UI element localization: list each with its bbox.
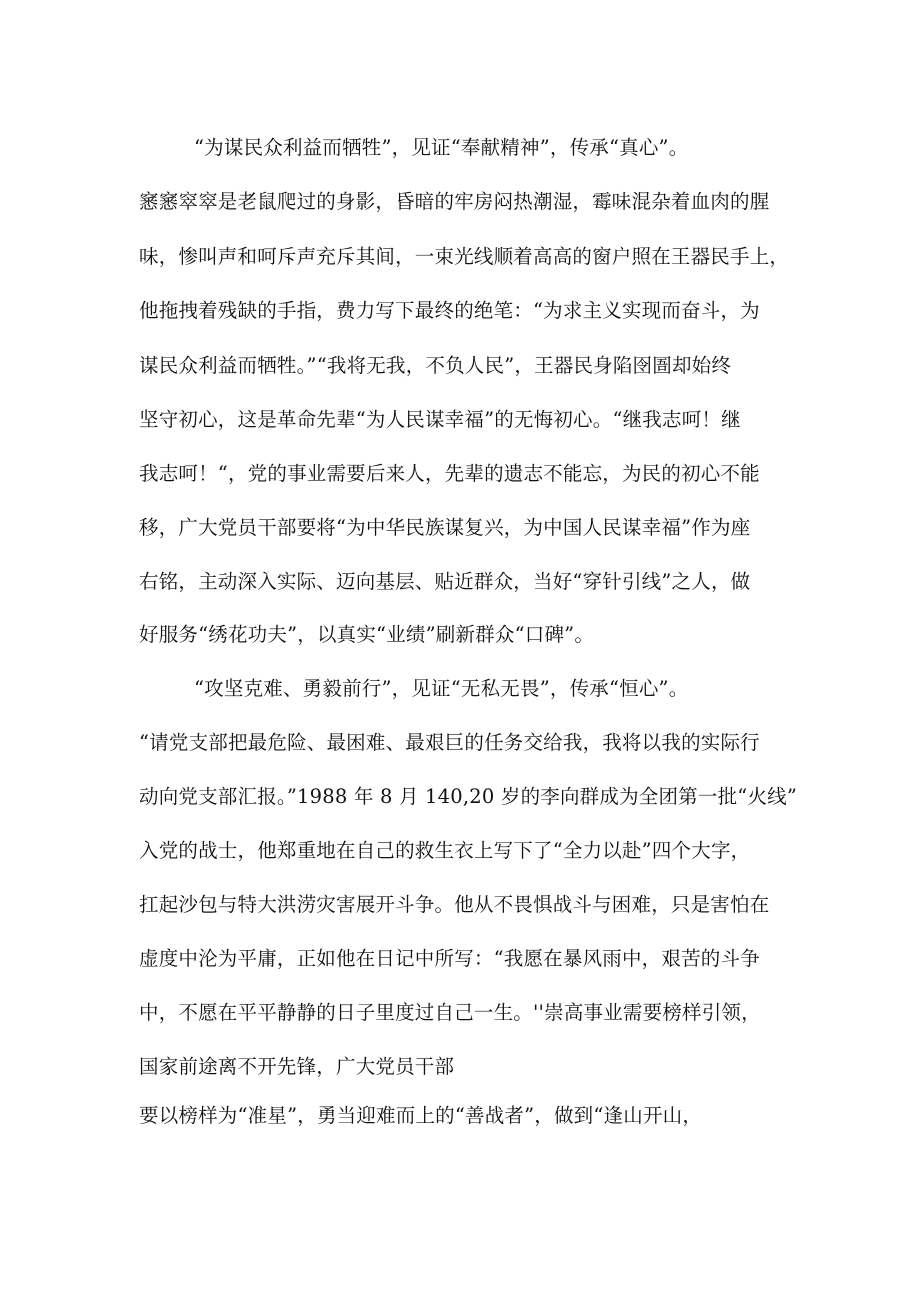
- paragraph-line: 谋民众利益而牺牲。”“我将无我，不负人民”，王器民身陷囹圄却始终: [139, 354, 732, 377]
- paragraph-line: 好服务“绣花功夫”，以真实“业绩”刷新群众“口碑”。: [139, 623, 595, 646]
- paragraph-line: 动向党支部汇报。”1988 年 8 月 140,20 岁的李向群成为全团第一批“火线”: [139, 785, 798, 808]
- paragraph-line: 要以榜样为“准星”，勇当迎难而上的“善战者”，做到“逢山开山，: [139, 1104, 703, 1127]
- paragraph-line: 他拖拽着残缺的手指，费力写下最终的绝笔：“为求主义实现而奋斗，为: [139, 299, 760, 322]
- paragraph-line: 坚守初心，这是革命先辈“为人民谋幸福”的无悔初心。“继我志呵！继: [139, 408, 741, 431]
- section-heading-1: “为谋民众利益而牺牲”，见证“奉献精神”，传承“真心”。: [194, 136, 689, 159]
- paragraph-line: 我志呵！“，党的事业需要后来人，先辈的遗志不能忘，为民的初心不能: [139, 462, 760, 485]
- paragraph-line: 国家前途离不开先锋，广大党员干部: [139, 1055, 455, 1078]
- paragraph-line: 移，广大党员干部要将“为中华民族谋复兴，为中国人民谋幸福”作为座: [139, 516, 751, 539]
- paragraph-line: 虚度中沦为平庸，正如他在日记中所写：“我愿在暴风雨中，艰苦的斗争: [139, 947, 760, 970]
- paragraph-line: 右铭，主动深入实际、迈向基层、贴近群众，当好“穿针引线”之人，做: [139, 570, 751, 593]
- paragraph-line: 味，惨叫声和呵斥声充斥其间，一束光线顺着高高的窗户照在王器民手上，: [139, 245, 790, 268]
- section-heading-2: “攻坚克难、勇毅前行”，见证“无私无畏”，传承“恒心”。: [194, 677, 689, 700]
- paragraph-line: 窸窸窣窣是老鼠爬过的身影，昏暗的牢房闷热潮湿，霉味混杂着血肉的腥: [139, 190, 770, 213]
- paragraph-line: 扛起沙包与特大洪涝灾害展开斗争。他从不畏惧战斗与困难，只是害怕在: [139, 893, 770, 916]
- paragraph-line: 入党的战士，他郑重地在自己的救生衣上写下了“全力以赴”四个大字，: [139, 839, 751, 862]
- paragraph-line: 中，不愿在平平静静的日子里度过自己一生。''崇高事业需要榜样引领，: [139, 1001, 761, 1024]
- paragraph-line: “请党支部把最危险、最困难、最艰巨的任务交给我，我将以我的实际行: [139, 731, 760, 754]
